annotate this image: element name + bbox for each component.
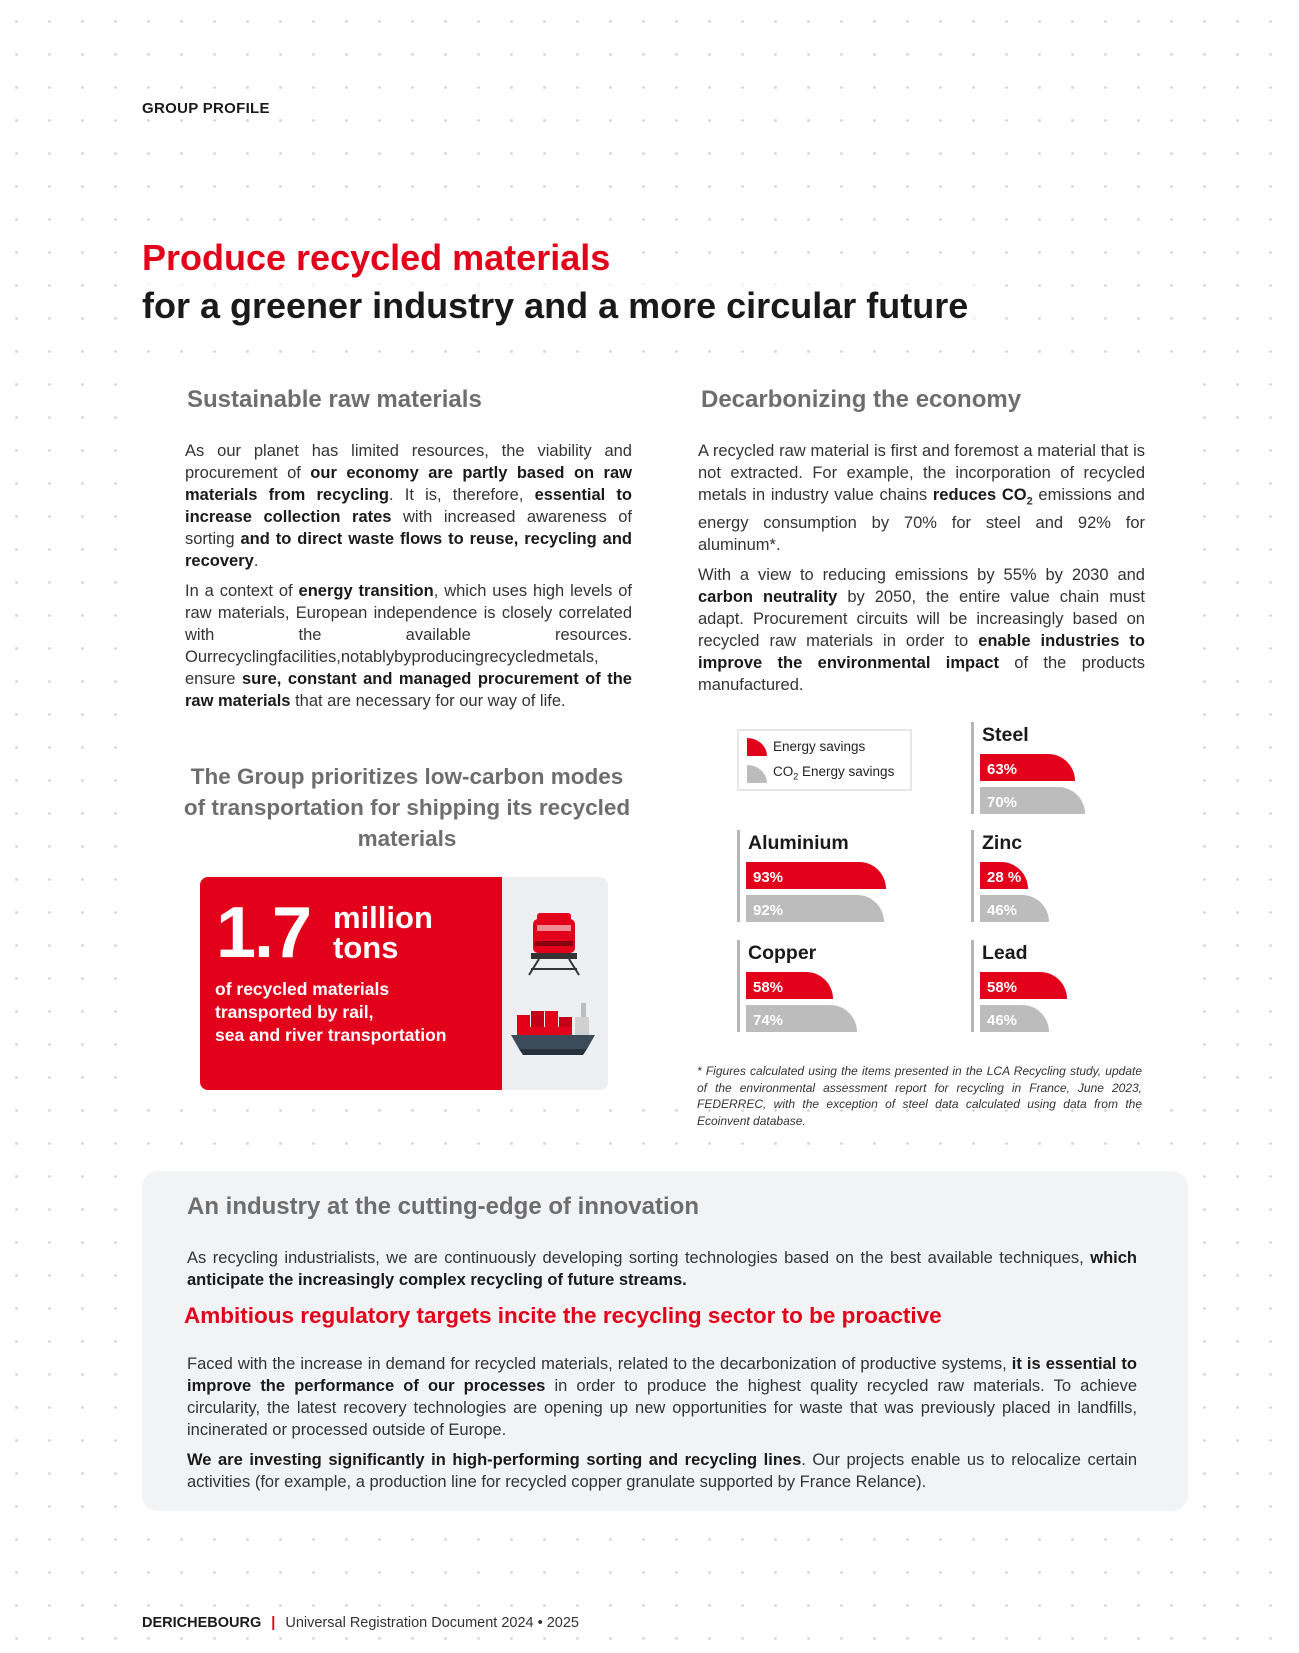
- page-title: Produce recycled materials: [142, 237, 616, 279]
- chart-category-label: Steel: [982, 724, 1029, 746]
- section-label: GROUP PROFILE: [142, 100, 270, 117]
- footer-separator: |: [271, 1615, 276, 1631]
- chart-data-label: 63%: [987, 761, 1018, 778]
- cargo-ship-icon: [511, 1001, 595, 1059]
- page-footer: [142, 1615, 579, 1631]
- chart-footnote: * Figures calculated using the items presented in the LCA Recycling study, update of the environmental assessment report for recycling in France, June 2023, FEDERREC, with the exception of steel data calculated using data from the Ecoinvent database.: [697, 1064, 1142, 1128]
- chart-group-steel: [971, 722, 1085, 814]
- chart-category-label: Aluminium: [748, 832, 849, 854]
- chart-bar-co2: [980, 787, 1085, 814]
- chart-category-label: Lead: [982, 942, 1028, 964]
- right-paragraph-2: With a view to reducing emissions by 55% by 2030 and carbon neutrality by 2050, the entire value chain must adapt. Procurement circuits will be increasingly based on recycled raw materials in order to enable industries to improve the environmental impact of the products manufactured.: [698, 566, 1145, 695]
- chart-group-aluminium: [737, 830, 886, 922]
- train-icon: [527, 911, 581, 977]
- chart-data-label: 58%: [753, 979, 784, 996]
- chart-group-lead: [971, 940, 1067, 1032]
- page-subtitle: for a greener industry and a more circular future: [142, 285, 974, 327]
- legend-label-energy: Energy savings: [773, 738, 866, 754]
- left-paragraph-1: As our planet has limited resources, the viability and procurement of our economy are partly based on raw materials from recycling. It is, therefore, essential to increase collection rates with increased awareness of sorting and to direct waste flows to reuse, recycling and recovery.: [185, 442, 632, 570]
- highlight-caption-line1: of recycled materials: [215, 979, 390, 999]
- highlight-number: 1.7: [216, 893, 311, 973]
- highlight-unit-line1: million: [333, 900, 433, 935]
- footer-document: Universal Registration Document 2024 • 2025: [285, 1615, 579, 1631]
- chart-data-label: 70%: [987, 794, 1018, 811]
- innovation-heading: An industry at the cutting-edge of innovation: [187, 1193, 699, 1220]
- chart-group-zinc: [971, 830, 1049, 922]
- regulatory-paragraph-2: We are investing significantly in high-performing sorting and recycling lines. Our projects enable us to relocalize certain activities (for example, a production line for recycled copper granulate supported by France Relance).: [187, 1451, 1138, 1491]
- legend-item-energy: [745, 736, 865, 756]
- chart-bar-energy: [980, 862, 1028, 889]
- highlight-unit: [333, 900, 433, 965]
- innovation-paragraph-1: As recycling industrialists, we are continuously developing sorting technologies based on the best available techniques, which anticipate the increasingly complex recycling of future streams.: [187, 1249, 1137, 1289]
- footer-brand: DERICHEBOURG: [142, 1615, 262, 1631]
- left-heading: Sustainable raw materials: [187, 386, 482, 413]
- chart-data-label: 28 %: [987, 869, 1022, 886]
- chart-data-label: 93%: [753, 869, 784, 886]
- left-paragraph-2: In a context of energy transition, which uses high levels of raw materials, European independence is closely correlated with the available resources. Ourrecyclingfacilities,notablybyproducingrecycledmetals, ensure sure, constant and managed procurement of the raw materials that are necessary for our way of life.: [185, 582, 632, 710]
- chart-bar-co2: [980, 895, 1049, 922]
- legend-swatch-energy: [745, 736, 767, 756]
- chart-group-copper: [737, 940, 857, 1032]
- right-text: [698, 440, 1145, 704]
- chart-data-label: 58%: [987, 979, 1018, 996]
- transport-heading: The Group prioritizes low-carbon modes of transportation for shipping its recycled materials: [183, 764, 631, 851]
- chart-data-label: 74%: [753, 1012, 784, 1029]
- highlight-red-panel: [200, 877, 502, 1090]
- chart-bar-energy: [746, 972, 833, 999]
- legend-label-co2: $CO_2$ Energy savings: [773, 764, 895, 782]
- highlight-caption-line3: sea and river transportation: [215, 1025, 447, 1045]
- highlight-caption: [215, 978, 446, 1047]
- chart-bar-co2: [746, 1005, 857, 1032]
- chart-bar-energy: [980, 754, 1075, 781]
- chart-bar-co2: [746, 895, 884, 922]
- chart-category-label: Copper: [748, 942, 817, 964]
- chart-category-label: Zinc: [982, 832, 1023, 854]
- highlight-unit-line2: tons: [333, 930, 399, 965]
- innovation-text: [187, 1247, 1137, 1299]
- transport-highlight-card: [200, 877, 608, 1090]
- legend-swatch-co2: [745, 763, 767, 783]
- chart-data-label: 92%: [753, 902, 784, 919]
- regulatory-subheading: Ambitious regulatory targets incite the recycling sector to be proactive: [184, 1303, 942, 1328]
- highlight-caption-line2: transported by rail,: [215, 1002, 374, 1022]
- chart-bar-energy: [746, 862, 886, 889]
- regulatory-paragraph-1: Faced with the increase in demand for recycled materials, related to the decarbonization of productive systems, it is essential to improve the performance of our processes in order to produce the highest quality recycled raw materials. To achieve circularity, the latest recovery technologies are opening up new opportunities for waste that was previously placed in landfills, incinerated or processed outside of Europe.: [187, 1355, 1137, 1439]
- legend-item-co2: [745, 763, 894, 783]
- chart-data-label: 46%: [987, 1012, 1018, 1029]
- regulatory-text: [187, 1353, 1137, 1501]
- chart-bar-co2: [980, 1005, 1049, 1032]
- chart-legend: [737, 729, 912, 791]
- chart-data-label: 46%: [987, 902, 1018, 919]
- right-paragraph-1: A recycled raw material is first and foremost a material that is not extracted. For example, the incorporation of recycled metals in industry value chains reduces $CO_2$ emissions and energy consumption by 70% for steel and 92% for aluminum*.: [698, 442, 1145, 555]
- chart-bar-energy: [980, 972, 1067, 999]
- right-heading: Decarbonizing the economy: [701, 386, 1022, 413]
- left-text: [185, 440, 632, 720]
